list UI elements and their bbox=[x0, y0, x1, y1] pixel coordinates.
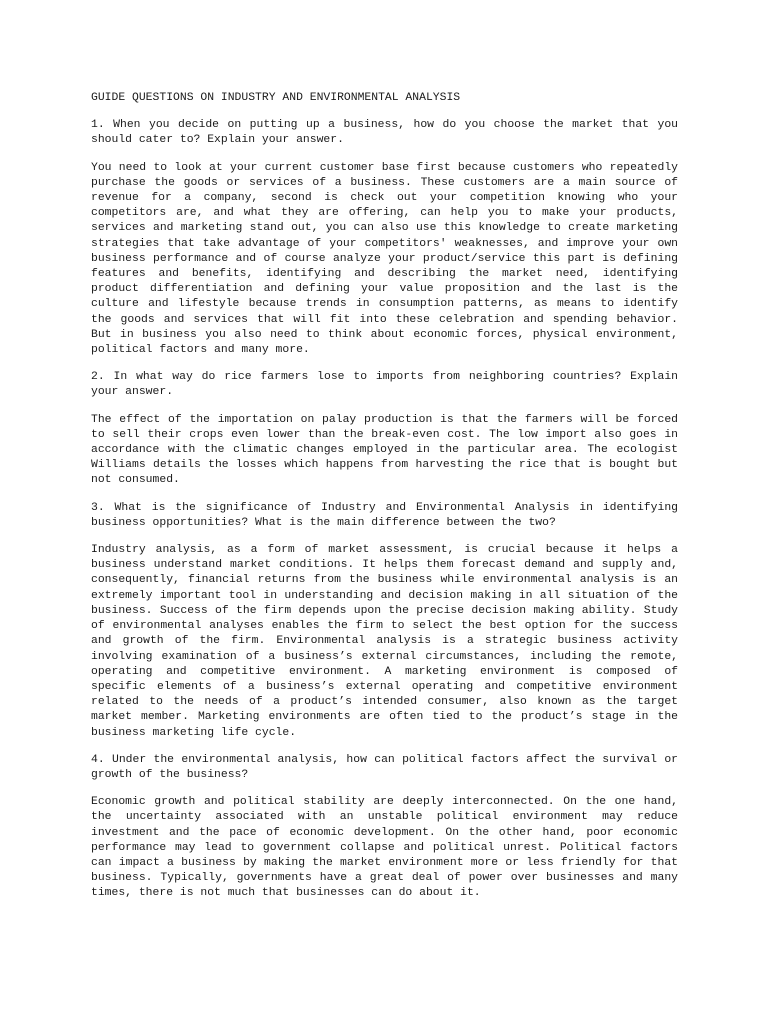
document-title: GUIDE QUESTIONS ON INDUSTRY AND ENVIRONMENTAL ANALYSIS bbox=[91, 92, 461, 104]
question-4: 4. Under the environmental analysis, how can political factors affect the survival or growth of the business? bbox=[91, 753, 678, 781]
section-2 bbox=[91, 370, 678, 488]
section-3 bbox=[91, 501, 678, 741]
document-page bbox=[91, 91, 678, 914]
question-2: 2. In what way do rice farmers lose to imports from neighboring countries? Explain your answer. bbox=[91, 371, 678, 399]
answer-3: Industry analysis, as a form of market assessment, is crucial because it helps a business understand market conditions. It helps them forecast demand and supply and, consequently, financial returns from the business while environmental analysis is an extremely important tool in understanding and decision making in all situation of the business. Success of the firm depends upon the precise decision making ability. Study of environmental analyses enables the firm to select the best option for the success and growth of the firm. Environmental analysis is a strategic business activity involving examination of a business’s external circumstances, including the remote, operating and competitive environment. A marketing environment is composed of specific elements of a business’s external operating and competitive environment related to the needs of a product’s intended consumer, also known as the target market member. Marketing environments are often tied to the product’s stage in the business marketing life cycle. bbox=[91, 544, 678, 739]
answer-2: The effect of the importation on palay production is that the farmers will be forced to sell their crops even lower than the break-even cost. The low import also goes in accordance with the climatic changes employed in the particular area. The ecologist Williams details the losses which happens from harvesting the rice that is bought but not consumed. bbox=[91, 413, 678, 487]
answer-4: Economic growth and political stability are deeply interconnected. On the one hand, the uncertainty associated with an unstable political environment may reduce investment and the pace of economic development. On the other hand, poor economic performance may lead to government collapse and political unrest. Political factors can impact a business by making the market environment more or less friendly for that business. Typically, governments have a great deal of power over businesses and many times, there is not much that businesses can do about it. bbox=[91, 796, 678, 900]
question-1: 1. When you decide on putting up a business, how do you choose the market that you should cater to? Explain your answer. bbox=[91, 119, 678, 147]
section-4 bbox=[91, 753, 678, 902]
section-1 bbox=[91, 118, 678, 358]
answer-1: You need to look at your current customer base first because customers who repeatedly purchase the goods or services of a business. These customers are a main source of revenue for a company, second is check out your competition knowing who your competitors are, and what they are offering, can help you to make your products, services and marketing stand out, you can also use this knowledge to create marketing strategies that take advantage of your competitors' weaknesses, and improve your own business performance and of course analyze your product/service this part is defining features and benefits, identifying and describing the market need, identifying product differentiation and defining your value proposition and the last is the culture and lifestyle because trends in consumption patterns, as means to identify the goods and services that will fit into these celebration and spending behavior. But in business you also need to think about economic forces, physical environment, political factors and many more. bbox=[91, 161, 678, 357]
question-3: 3. What is the significance of Industry and Environmental Analysis in identifying business opportunities? What is the main difference between the two? bbox=[91, 501, 678, 529]
